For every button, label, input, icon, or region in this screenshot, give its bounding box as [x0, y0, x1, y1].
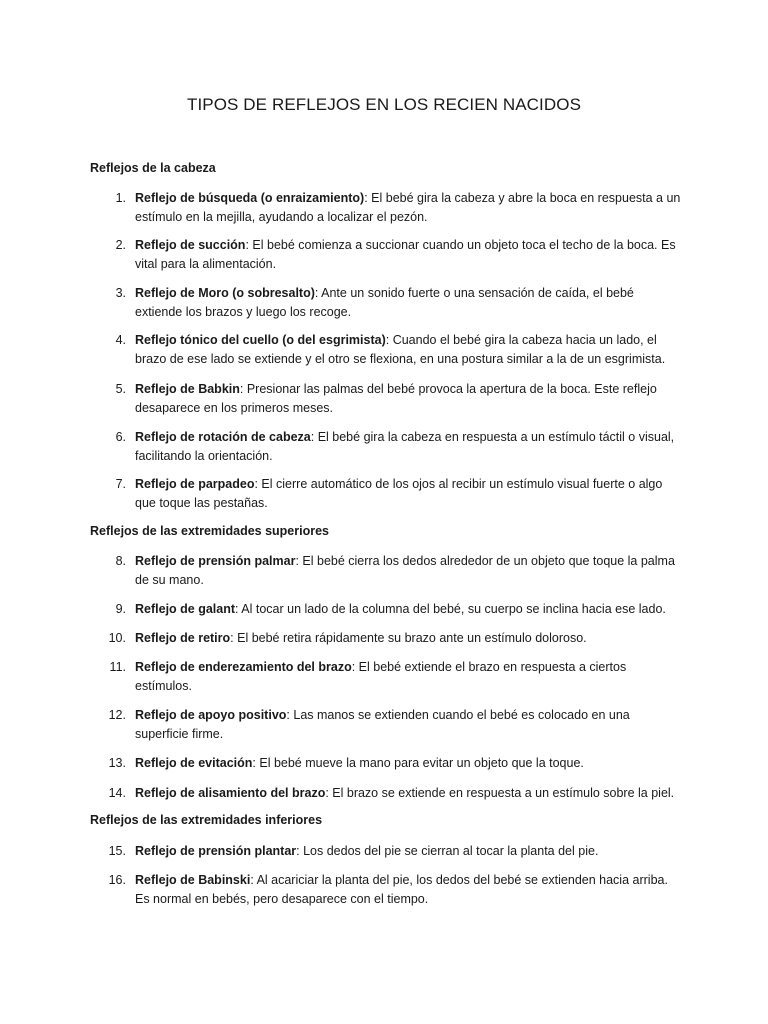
item-number: 9. [115, 602, 126, 616]
item-term: Reflejo de Babkin [135, 382, 240, 396]
item-term: Reflejo de retiro [135, 631, 231, 645]
item-body [135, 552, 683, 590]
item-text: : Cuando el bebé gira la cabeza hacia un lado, el brazo de ese lado se extiende y el otro se flexiona, en una postura similar a la de un esgrimista. [135, 333, 666, 366]
item-body [135, 428, 683, 466]
section-heading: Reflejos de las extremidades inferiores [90, 813, 323, 827]
item-text: : El bebé extiende el brazo en respuesta a ciertos estímulos. [135, 660, 627, 693]
item-term: Reflejo de evitación [135, 756, 253, 770]
item-text: : Los dedos del pie se cierran al tocar la planta del pie. [296, 844, 599, 858]
item-number: 15. [108, 844, 126, 858]
item-term: Reflejo de galant [135, 602, 236, 616]
item-number: 10. [108, 631, 126, 645]
item-body [135, 600, 683, 619]
item-body [135, 189, 683, 227]
item-number: 1. [115, 191, 126, 205]
item-text: : El bebé retira rápidamente su brazo ante un estímulo doloroso. [230, 631, 587, 645]
item-body [135, 871, 683, 909]
item-text: : El bebé comienza a succionar cuando un objeto toca el techo de la boca. Es vital para la alimentación. [135, 238, 676, 271]
item-body [135, 706, 683, 744]
item-number: 13. [108, 756, 126, 770]
item-text: : El bebé gira la cabeza y abre la boca en respuesta a un estímulo en la mejilla, ayudando a localizar el pezón. [135, 191, 681, 224]
item-term: Reflejo de rotación de cabeza [135, 430, 311, 444]
item-text: : Al tocar un lado de la columna del bebé, su cuerpo se inclina hacia ese lado. [235, 602, 666, 616]
item-text: : Las manos se extienden cuando el bebé es colocado en una superficie firme. [135, 708, 630, 741]
item-body [135, 284, 683, 322]
item-body [135, 842, 683, 861]
item-text: : El brazo se extiende en respuesta a un estímulo sobre la piel. [325, 786, 675, 800]
item-text: : Ante un sonido fuerte o una sensación de caída, el bebé extiende los brazos y luego los recoge. [135, 286, 634, 319]
item-number: 8. [115, 554, 126, 568]
item-body [135, 629, 683, 648]
item-number: 6. [115, 430, 126, 444]
item-body [135, 784, 683, 803]
item-number: 7. [115, 477, 126, 491]
item-term: Reflejo de Babinski [135, 873, 251, 887]
item-text: : Presionar las palmas del bebé provoca la apertura de la boca. Este reflejo desaparece en los primeros meses. [135, 382, 657, 415]
item-term: Reflejo de enderezamiento del brazo [135, 660, 352, 674]
item-number: 11. [109, 660, 126, 674]
item-text: : El bebé gira la cabeza en respuesta a un estímulo táctil o visual, facilitando la orientación. [135, 430, 675, 463]
item-body [135, 658, 683, 696]
item-text: : El cierre automático de los ojos al recibir un estímulo visual fuerte o algo que toque las pestañas. [135, 477, 663, 510]
item-term: Reflejo de Moro (o sobresalto) [135, 286, 315, 300]
item-body [135, 754, 683, 773]
item-term: Reflejo de búsqueda (o enraizamiento) [135, 191, 365, 205]
item-number: 16. [108, 873, 126, 887]
item-number: 4. [115, 333, 126, 347]
item-text: : El bebé cierra los dedos alrededor de un objeto que toque la palma de su mano. [135, 554, 675, 587]
section-heading: Reflejos de las extremidades superiores [90, 524, 329, 538]
item-term: Reflejo de alisamiento del brazo [135, 786, 326, 800]
item-number: 5. [115, 382, 126, 396]
item-number: 14. [108, 786, 126, 800]
item-term: Reflejo de prensión palmar [135, 554, 296, 568]
item-term: Reflejo tónico del cuello (o del esgrimista) [135, 333, 386, 347]
item-number: 2. [115, 238, 126, 252]
document-title: TIPOS DE REFLEJOS EN LOS RECIEN NACIDOS [186, 95, 582, 114]
item-term: Reflejo de apoyo positivo [135, 708, 287, 722]
item-body [135, 380, 683, 418]
item-term: Reflejo de prensión plantar [135, 844, 297, 858]
item-number: 12. [108, 708, 126, 722]
item-body [135, 331, 683, 369]
section-heading: Reflejos de la cabeza [90, 161, 216, 175]
item-body [135, 475, 683, 513]
item-term: Reflejo de parpadeo [135, 477, 255, 491]
item-term: Reflejo de succión [135, 238, 246, 252]
item-text: : El bebé mueve la mano para evitar un objeto que la toque. [252, 756, 584, 770]
item-body [135, 236, 683, 274]
item-number: 3. [115, 286, 126, 300]
item-text: : Al acariciar la planta del pie, los dedos del bebé se extienden hacia arriba. Es normal en bebés, pero desaparece con el tiempo. [135, 873, 668, 906]
